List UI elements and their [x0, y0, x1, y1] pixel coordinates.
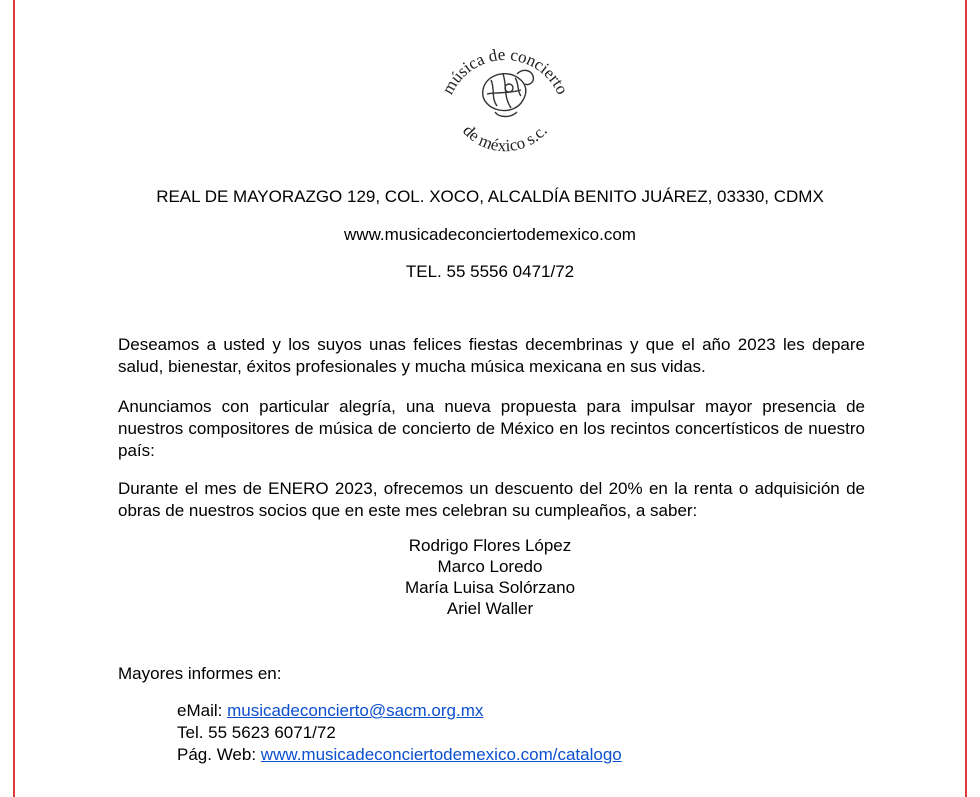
- phone-line: TEL. 55 5556 0471/72: [405, 262, 575, 281]
- composer-name: María Luisa Solórzano: [404, 578, 576, 597]
- website-line[interactable]: www.musicadeconciertodemexico.com: [344, 225, 636, 244]
- composer-name: Marco Loredo: [437, 557, 543, 576]
- web-label: Pág. Web:: [177, 745, 261, 764]
- info-heading: Mayores informes en:: [118, 664, 282, 683]
- web-link[interactable]: www.musicadeconciertodemexico.com/catalogo: [260, 745, 622, 764]
- logo: [425, 18, 585, 168]
- page-border-left: [13, 0, 15, 797]
- logo-figure-icon: [483, 70, 534, 116]
- address-line: REAL DE MAYORAZGO 129, COL. XOCO, ALCALDÍA BENITO JUÁREZ, 03330, CDMX: [156, 187, 824, 206]
- contact-block: [177, 700, 622, 766]
- logo-text-top: música de concierto: [438, 44, 573, 98]
- logo-text-bottom: de méxico s.c.: [459, 120, 551, 156]
- email-label: eMail:: [177, 701, 228, 720]
- logo-emblem: [425, 18, 585, 168]
- composer-name: Rodrigo Flores López: [408, 536, 572, 555]
- composer-name: Ariel Waller: [446, 599, 534, 618]
- offer-paragraph: Durante el mes de ENERO 2023, ofrecemos un descuento del 20% en la renta o adquisición de obras de nuestros socios que en este mes celebran su cumpleaños, a saber:: [118, 479, 865, 520]
- email-row: [177, 700, 622, 722]
- announcement-paragraph: Anunciamos con particular alegría, una nueva propuesta para impulsar mayor presencia de nuestros compositores de música de concierto de México en los recintos concertísticos de nuestro país:: [118, 397, 865, 460]
- page-border-right: [965, 0, 967, 797]
- email-link[interactable]: musicadeconcierto@sacm.org.mx: [227, 701, 484, 720]
- composer-list: [0, 535, 980, 619]
- web-row: [177, 744, 622, 766]
- greeting-paragraph: Deseamos a usted y los suyos unas felices fiestas decembrinas y que el año 2023 les depare salud, bienestar, éxitos profesionales y mucha música mexicana en sus vidas.: [118, 335, 865, 376]
- tel-row: Tel. 55 5623 6071/72: [177, 723, 336, 742]
